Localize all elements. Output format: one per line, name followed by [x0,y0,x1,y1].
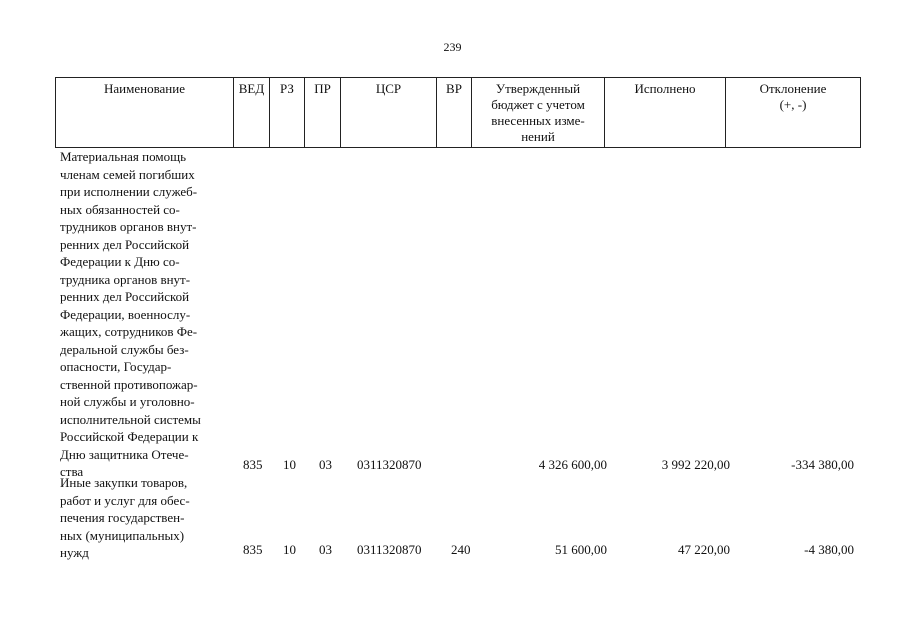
row-1-approved: 4 326 600,00 [538,457,607,472]
row-1-rz: 10 [283,457,296,472]
column-header-rz: РЗ [270,78,305,148]
column-header-ved: ВЕД [234,78,270,148]
row-2-deviation: -4 380,00 [804,542,854,557]
row-2-name: Иные закупки товаров, работ и услуг для обес- печения государствен- ных (муниципальных) нужд [60,475,190,560]
row-1-executed: 3 992 220,00 [661,457,730,472]
column-header-csr: ЦСР [341,78,437,148]
row-2-executed: 47 220,00 [678,542,730,557]
row-1-name: Материальная помощь членам семей погибших при исполнении служеб- ных обязанностей со- трудников органов внут- ренних дел Российской Федерации к Дню со- трудника органов внут- ренних дел Российской Федерации, военнослу- жащих, сотрудников Фе- деральной службы без- опасности, Государ- ственной противопожар- ной службы и уголовно- исполнительной системы Российской Федерации к Дню защитника Отече- ства [60,149,201,479]
column-header-executed: Исполнено [605,78,726,148]
row-2-ved: 835 [243,542,263,557]
column-header-pr: ПР [305,78,341,148]
row-2-rz: 10 [283,542,296,557]
row-1-csr: 0311320870 [357,457,422,472]
column-header-name: Наименование [56,78,234,148]
column-header-approved: Утвержденный бюджет с учетом внесенных изме- нений [472,78,605,148]
row-1-pr: 03 [319,457,332,472]
row-1-deviation: -334 380,00 [791,457,854,472]
column-header-deviation: Отклонение (+, -) [726,78,861,148]
row-2-pr: 03 [319,542,332,557]
table-header [55,77,861,148]
row-2-approved: 51 600,00 [555,542,607,557]
row-1-ved: 835 [243,457,263,472]
row-2-csr: 0311320870 [357,542,422,557]
column-header-vr: ВР [437,78,472,148]
page-number: 239 [443,40,462,54]
row-2-vr: 240 [451,542,471,557]
